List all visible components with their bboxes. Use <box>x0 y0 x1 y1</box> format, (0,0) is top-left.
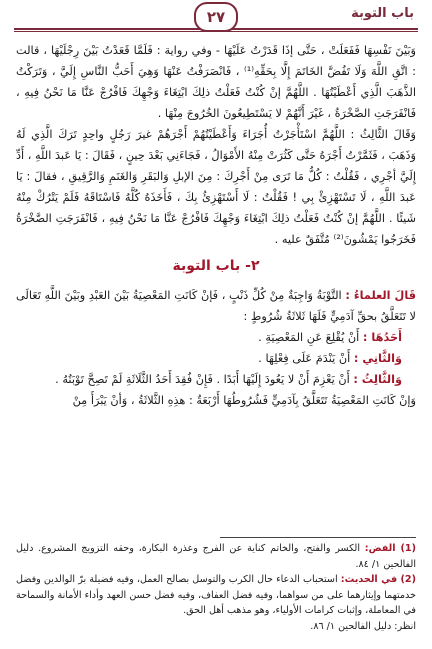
condition-text: أَنْ يُقْلِعَ عَنِ المَعْصِيَةِ . <box>258 331 360 344</box>
main-text <box>16 40 416 411</box>
footnote-1 <box>16 541 416 572</box>
footnote-reference: انظر: دليل الفالحين ١/ ٨٦. <box>310 620 416 632</box>
footnotes <box>16 541 416 634</box>
page-number: ٢٧ <box>194 2 238 32</box>
hadith-paragraph-2: وَقَالَ الثَّالِثُ : اللَّهُمَّ اسْتَأْجَرْتُ أُجَرَاءَ وَأَعْطَيْتُهُمْ أَجْرَهُمْ غيرَ رَجُلٍ واحِدٍ تَرَكَ الَّذِي لَهُ وَذَهَبَ ، فَثَمَّرْتُ أَجْرَهُ حَتَّى كَثُرَتْ مِنْهُ الأَمْوَالُ ، فَجَاءَنِي بَعْدَ حِينٍ ، فَقَالَ : يَا عَبدَ اللَّهِ ، أَدِّ إِلَيَّ أجْرِي ، فَقُلْتُ : كُلُّ مَا تَرَى مِنْ أَجْرِكَ : مِنَ الإبلِ وَالبَقَرِ وَالغَنَمِ وَالرَّقِيقِ ، فقالَ : يَا عَبدَ اللَّهِ ، لَا تَسْتَهْزِئْ بِي ! فَقُلْتُ : لَا أَسْتَهْزِئُ بِكَ ، فَأَخَذَهُ كُلَّهُ فَاسْتَاقَهُ فَلَمْ يَتْرُكْ مِنْهُ شَيئًا . اللَّهُمَّ إنْ كُنْتُ فَعَلْتُ ذلِكَ ابْتِغَاءَ وَجْهِكَ فَافْرُجْ عَنَّا مَا نَحْنُ فِيهِ ، فَانْفَرَجَتِ الصَّخْرَةُ فَخَرَجُوا يَمْشُونَ⁽²⁾ مُتَّفَقٌ عليه . <box>16 128 416 246</box>
condition-2 <box>16 348 416 369</box>
footnote-rule <box>220 537 416 538</box>
footnote-text: الكسر والفتح، والخاتم كناية عن الفرج وعذرة البكارة، وحقه التزويج المشروع. دليل الفالحين ١/ ٨٤. <box>16 543 416 570</box>
section-title: ٢- باب التوبة <box>172 258 260 274</box>
hadith-paragraph-1: وَبَيْنَ نَفْسِهَا فَفَعَلَتْ ، حَتَّى إذَا قَدَرْتُ عَلَيْهَا - وفي رواية : فَلَمَّا قَعَدْتُ بَيْنَ رِجْلَيْهَا ، قالت : اتَّقِ اللَّهَ وَلَا تَفُضَّ الخَاتَمَ إِلَّا بِحَقِّهِ⁽¹⁾ ، فَانْصَرَفْتُ عَنْهَا وَهِيَ أَحَبُّ النَّاسِ إِلَيَّ ، وَتَرَكْتُ الذَّهَبَ الَّذِي أَعْطَيْتُهَا . اللَّهُمَّ إنْ كُنْتُ فَعَلْتُ ذلِكَ ابْتِغَاءَ وَجْهِكَ فَافْرُجْ عَنَّا مَا نَحْنُ فِيهِ ، فَانْفَرَجَتِ الصَّخْرَةُ ، غَيْرَ أَنَّهُمْ لا يَسْتَطِيعُونَ الخُرُوجَ مِنْهَا . <box>16 44 416 120</box>
intro-text: التَّوْبَةُ وَاجِبَةٌ مِنْ كُلِّ ذَنْبٍ ، فَإنْ كَانَتِ المَعْصِيَةُ بَيْنَ العَبْدِ وبَيْنَ اللَّهِ تَعَالَى لا تَتَعَلَّقُ بحقِّ آدَمِيٍّ فَلَهَا ثَلاثَةُ شُرُوطٍ : <box>16 289 416 323</box>
condition-1 <box>16 327 416 348</box>
section-closing: وَإنْ كَانَتِ المَعْصِيَةُ تَتَعَلَّقُ بِآدَمِيٍّ فَشُرُوطُهَا أَرْبَعَةٌ : هذِهِ الثَّلاثَةُ ، وَأنْ يَبْرَأَ مِنْ <box>72 394 416 407</box>
condition-label: أَحَدُهَا : <box>362 331 402 344</box>
condition-label: وَالثَّالِثُ : <box>353 373 402 386</box>
condition-label: وَالثَّانِي : <box>353 352 402 365</box>
condition-text: أَنْ يَنْدَمَ عَلَى فِعْلِهَا . <box>258 352 351 365</box>
footnote-2 <box>16 572 416 619</box>
footnote-label: (1) الفض: <box>364 543 416 554</box>
running-chapter-title: باب التوبة <box>351 6 414 21</box>
section-intro <box>16 285 416 327</box>
condition-3 <box>16 369 416 390</box>
intro-label: قَالَ العلماءُ : <box>345 289 416 302</box>
footnote-label: (2) في الحديث: <box>340 574 416 585</box>
condition-text: أَنْ يَعْزِمَ أَنْ لا يَعُودَ إِلَيْهَا أَبَدًا . فَإِنْ فُقِدَ أَحَدُ الثَّلَاثَةِ لَمْ تَصِحَّ تَوْبَتُهُ . <box>55 373 350 386</box>
footnote-text: استحباب الدعاء حال الكرب والتوسل بصالح العمل، وفيه فضيلة برّ الوالدين وفضل خدمتهما وإيثارهما على من سواهما، وفيه فضل العفاف، وفيه فضل حسن العهد وأداء الأمانة والسماحة في المعاملة، وإثبات كرامات الأولياء، وهو مذهب أهل الحق. <box>16 574 416 616</box>
